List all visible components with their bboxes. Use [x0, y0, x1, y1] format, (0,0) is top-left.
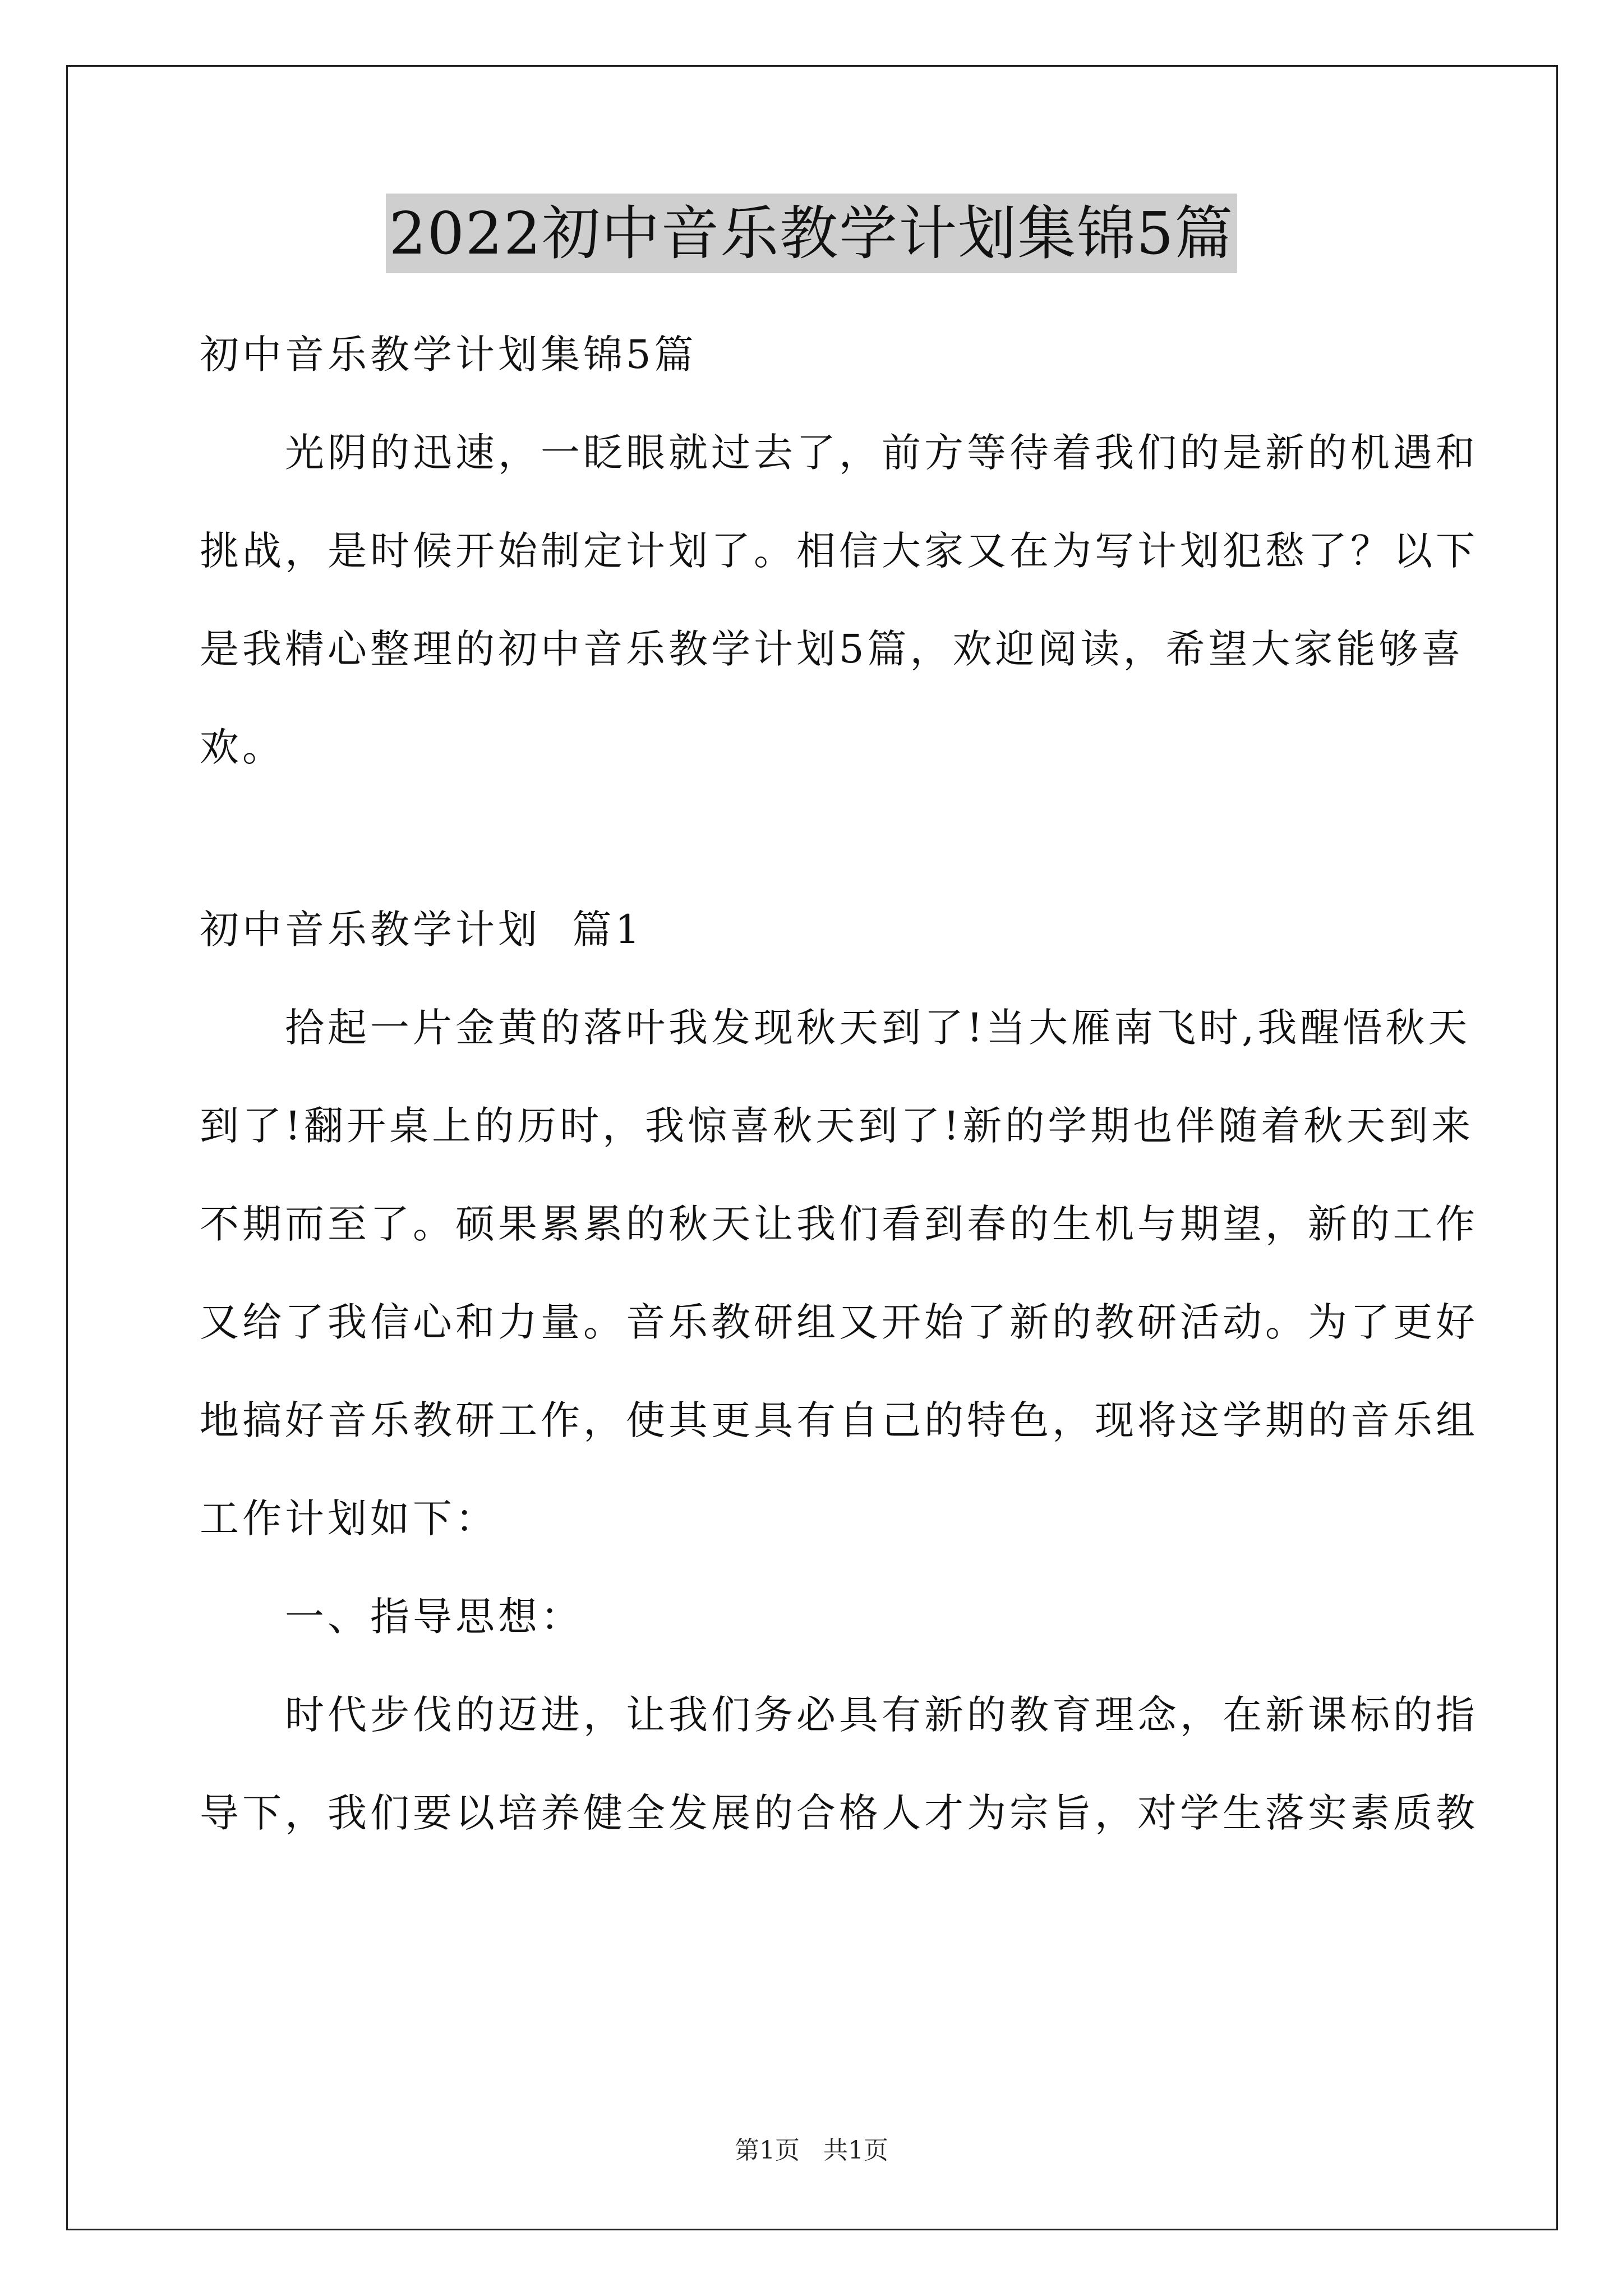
section-heading: 初中音乐教学计划 篇1 — [200, 907, 644, 953]
section-line: 拾起一片金黄的落叶我发现秋天到了!当大雁南飞时,我醒悟秋天 — [285, 1005, 1471, 1051]
guidance-line: 时代步伐的迈进，让我们务必具有新的教育理念，在新课标的指 — [285, 1692, 1478, 1738]
section-line: 工作计划如下： — [200, 1496, 498, 1542]
intro-line: 欢。 — [200, 724, 285, 770]
intro-line: 挑战，是时候开始制定计划了。相信大家又在为写计划犯愁了？以下 — [200, 528, 1478, 574]
section-gap — [200, 797, 1429, 881]
section-line: 到了!翻开桌上的历时，我惊喜秋天到了!新的学期也伴随着秋天到来 — [200, 1103, 1474, 1149]
section-line: 不期而至了。硕果累累的秋天让我们看到春的生机与期望，新的工作 — [200, 1201, 1478, 1247]
intro-line: 是我精心整理的初中音乐教学计划5篇，欢迎阅读，希望大家能够喜 — [200, 626, 1464, 672]
title-wrap — [0, 194, 1623, 273]
page-footer: 第1页 共1页 — [735, 2136, 888, 2165]
intro-line: 光阴的迅速，一眨眼就过去了，前方等待着我们的是新的机遇和 — [285, 430, 1478, 476]
document-title: 2022初中音乐教学计划集锦5篇 — [386, 194, 1238, 273]
guidance-line: 导下，我们要以培养健全发展的合格人才为宗旨，对学生落实素质教 — [200, 1790, 1478, 1836]
section-line: 又给了我信心和力量。音乐教研组又开始了新的教研活动。为了更好 — [200, 1299, 1478, 1345]
document-body — [200, 306, 1478, 1862]
subheading: 一、指导思想： — [285, 1594, 583, 1640]
section-line: 地搞好音乐教研工作，使其更具有自己的特色，现将这学期的音乐组 — [200, 1397, 1478, 1443]
document-subtitle: 初中音乐教学计划集锦5篇 — [200, 332, 697, 378]
